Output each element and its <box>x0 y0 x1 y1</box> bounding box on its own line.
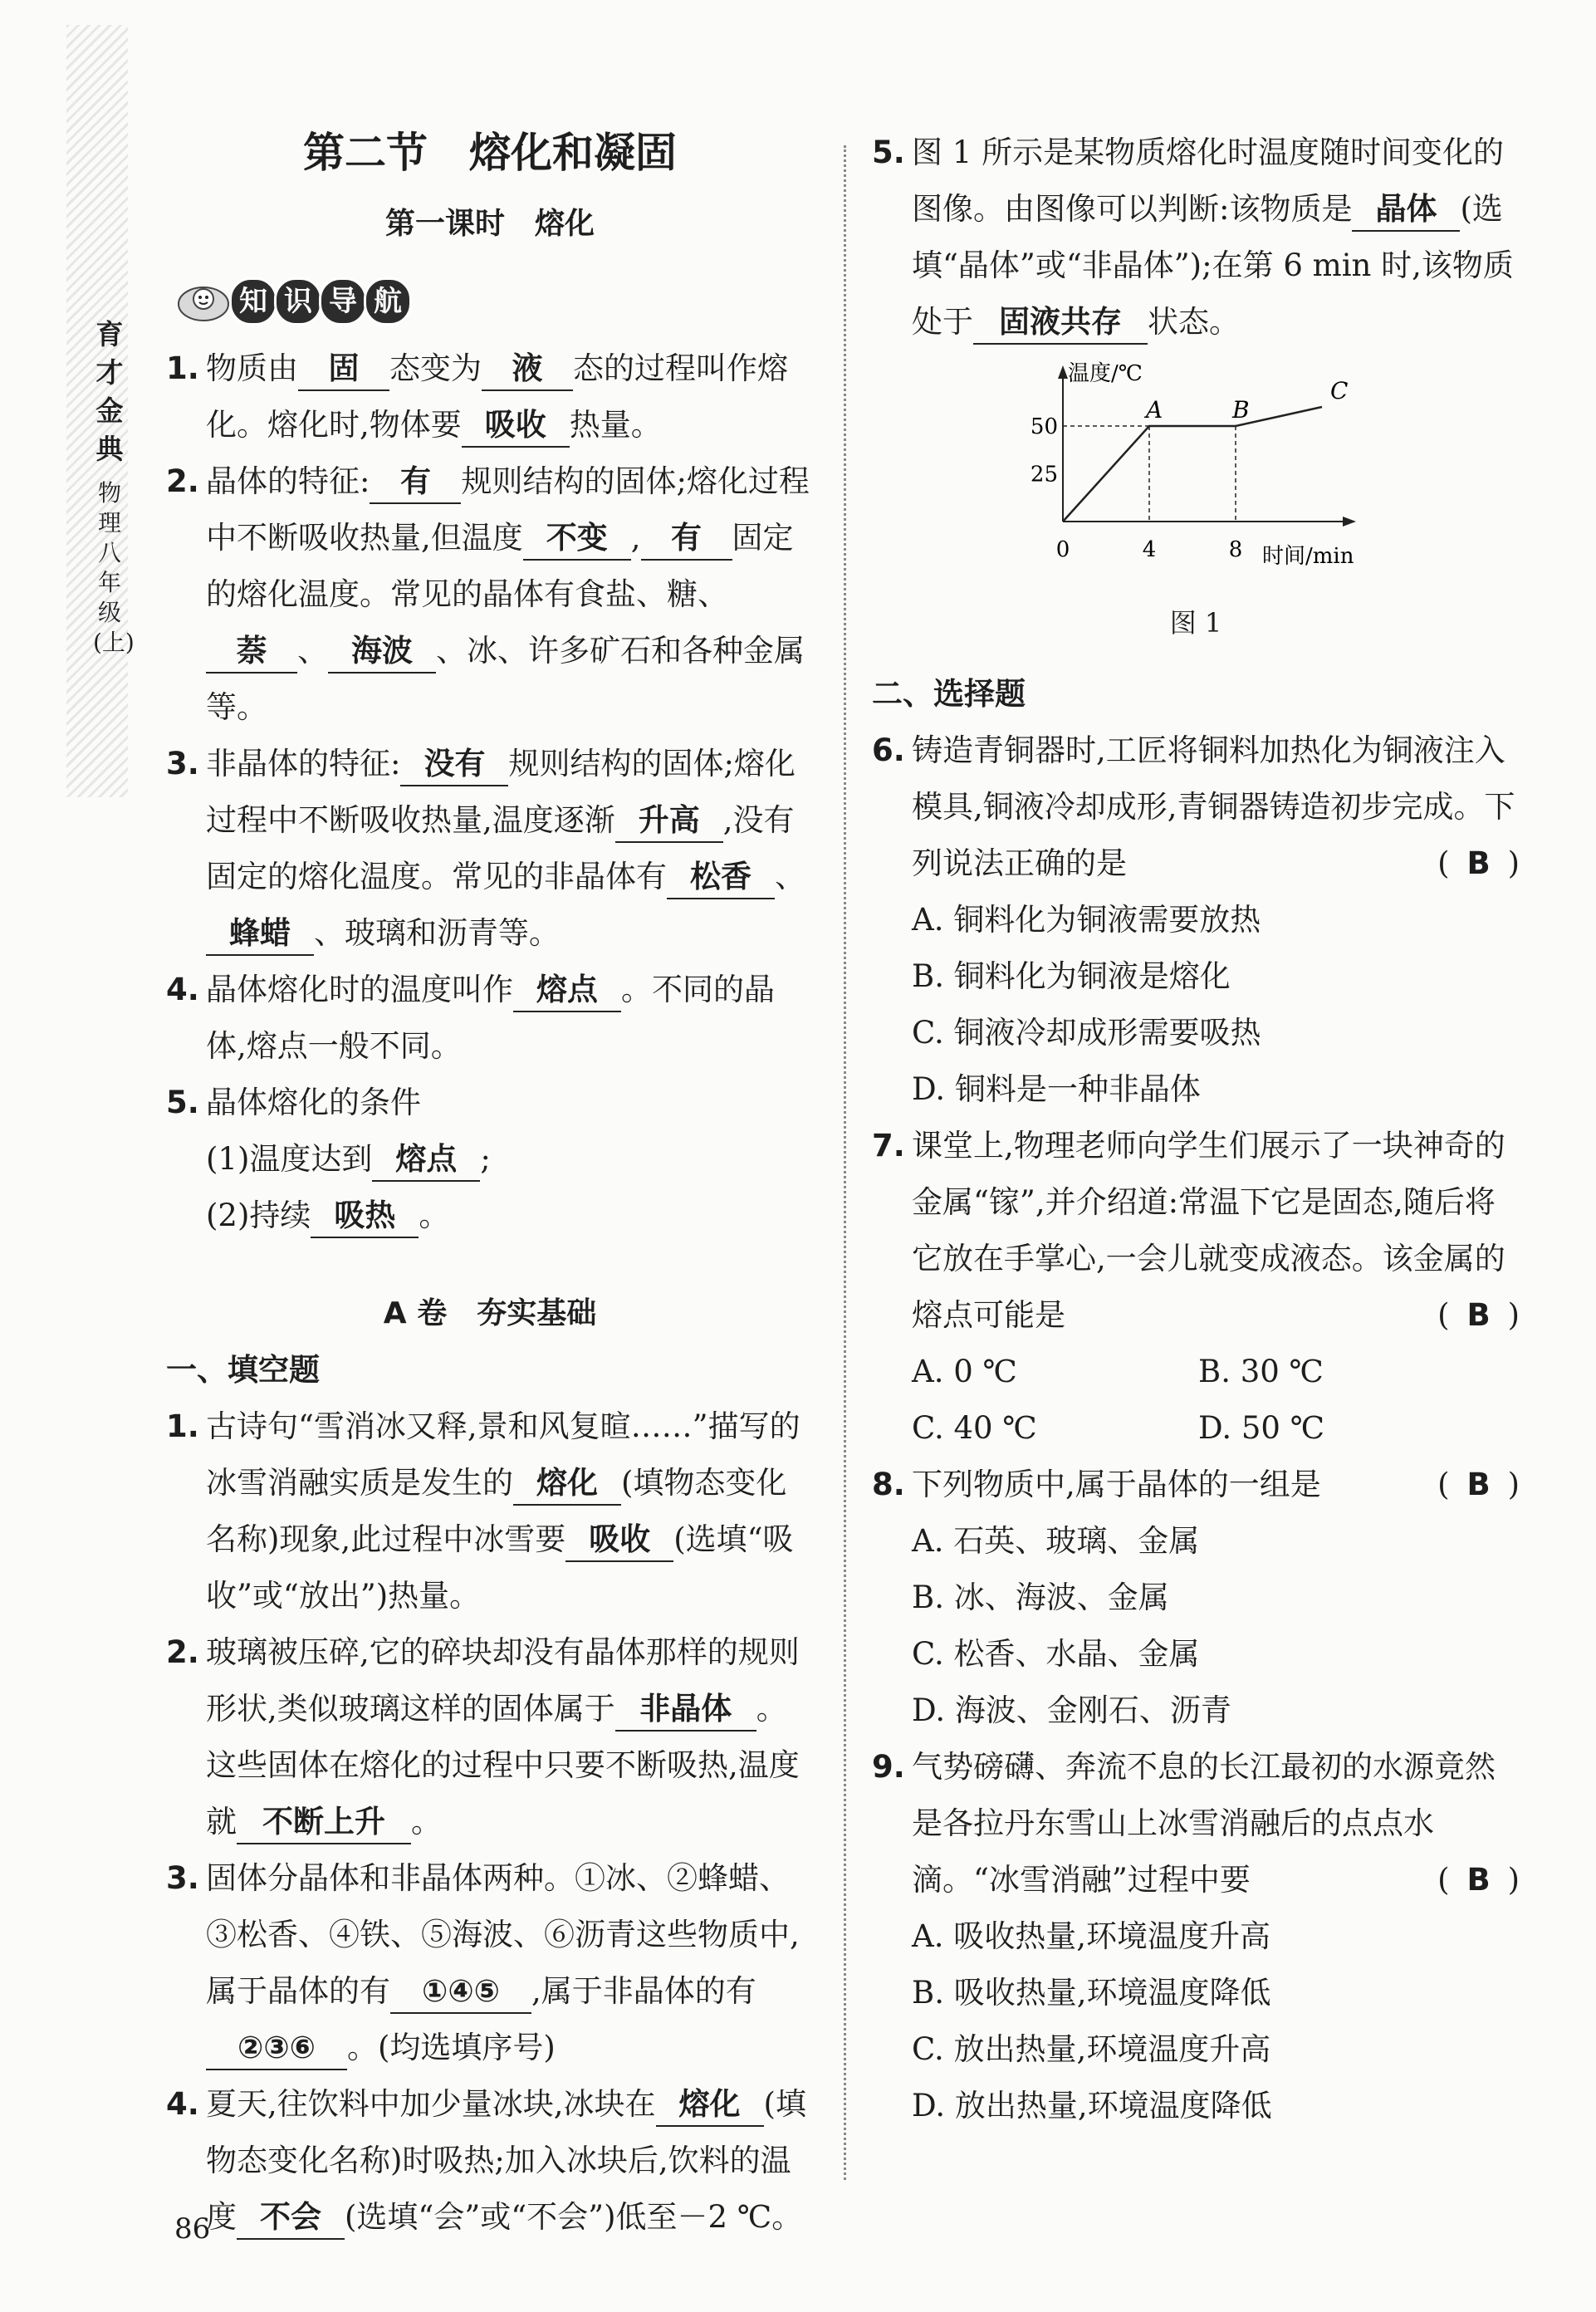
question-text: 固定的熔化温度。常见的晶体有食盐、糖、 <box>206 520 794 612</box>
question-item <box>166 340 814 453</box>
question-number: 8. <box>872 1467 905 1502</box>
option: C. 放出热量,环境温度升高 <box>912 2031 1271 2067</box>
question-number: 4. <box>166 2086 199 2122</box>
option: D. 海波、金刚石、沥青 <box>912 1692 1231 1728</box>
option: B. 冰、海波、金属 <box>912 1580 1169 1615</box>
question-text: 物质由 <box>206 350 298 386</box>
badge-char: 知 <box>229 277 277 326</box>
figure-caption: 图 1 <box>1169 607 1222 639</box>
question-text: 规则结构的固体;熔化过程中不断吸收热量,但温度 <box>206 463 810 556</box>
question-text: 晶体的特征: <box>206 463 370 499</box>
question-item <box>166 453 814 736</box>
answer-blank: 固 <box>298 348 389 391</box>
question-number: 1. <box>166 350 199 386</box>
question-text: 态的过程叫作熔化。熔化时,物体要 <box>206 350 788 443</box>
answer-bracket <box>1437 1457 1520 1513</box>
bracket-close: ) <box>1507 1467 1520 1502</box>
question-text: ,属于非晶体的有 <box>531 1973 756 2009</box>
bracket-open: ( <box>1437 1467 1450 1502</box>
badge-text <box>233 277 412 326</box>
badge-char: 导 <box>319 277 367 326</box>
bracket-close: ) <box>1507 1297 1520 1333</box>
option: B. 吸收热量,环境温度降低 <box>912 1975 1271 2011</box>
y-tick-label: 50 <box>1030 414 1058 439</box>
answer-blank: 吸收 <box>462 404 570 448</box>
question-number: 3. <box>166 1860 199 1896</box>
question-item <box>872 125 1520 350</box>
answer-blank: 萘 <box>206 630 297 674</box>
answer-blank: 晶体 <box>1352 189 1460 232</box>
answer-blank: 升高 <box>615 800 723 843</box>
answer-blank: 没有 <box>400 743 508 786</box>
question-item <box>166 2076 814 2246</box>
question-text: ; <box>480 1141 491 1177</box>
question-text: (选填“会”或“不会”)低至－2 ℃。 <box>345 2199 803 2235</box>
question-text: 夏天,往饮料中加少量冰块,冰块在 <box>206 2086 656 2122</box>
fill-question-list <box>166 1398 814 2246</box>
question-text: 固体分晶体和非晶体两种。①冰、②蜂蜡、③松香、④铁、⑤海波、⑥沥青这些物质中,属于晶体的有 <box>206 1860 800 2009</box>
question-text: 晶体熔化时的温度叫作 <box>206 972 513 1007</box>
option: C. 松香、水晶、金属 <box>912 1636 1200 1672</box>
question-text: (2)持续 <box>206 1198 311 1233</box>
answer-blank: 熔化 <box>513 1462 621 1506</box>
question-number: 5. <box>872 135 905 170</box>
question-item <box>166 1188 814 1244</box>
point-label: A <box>1146 396 1163 424</box>
point-label: B <box>1232 396 1250 424</box>
question-number: 5. <box>166 1085 199 1120</box>
answer-blank: 固液共存 <box>973 301 1148 345</box>
answer-letter: B <box>1466 845 1491 881</box>
column-divider <box>844 145 846 2180</box>
question-number: 4. <box>166 972 199 1007</box>
question-text: 规则结构的固体;熔化过程中不断吸收热量,温度逐渐 <box>206 746 796 838</box>
question-item <box>166 1131 814 1188</box>
question-text: 、 <box>775 859 805 894</box>
answer-blank: 不变 <box>523 517 631 561</box>
question-text: 。这些固体在熔化的过程中只要不断吸热,温度就 <box>206 1691 800 1839</box>
answer-blank: 吸热 <box>311 1195 419 1238</box>
section-title: 第二节 熔化和凝固 <box>303 129 677 177</box>
temperature-line <box>1063 407 1322 522</box>
lesson-subtitle: 第一课时 熔化 <box>384 207 595 241</box>
question-text: 、冰、许多矿石和各种金属等。 <box>206 633 805 725</box>
option: D. 放出热量,环境温度降低 <box>912 2088 1272 2123</box>
question-text: 。 <box>411 1804 442 1839</box>
answer-blank: 蜂蜡 <box>206 913 314 956</box>
question-text: 图 1 所示是某物质熔化时温度随时间变化的图像。由图像可以判断:该物质是 <box>912 135 1505 227</box>
bracket-close: ) <box>1507 1862 1520 1898</box>
answer-letter: B <box>1466 1467 1491 1502</box>
knowledge-nav-badge <box>174 277 814 326</box>
answer-letter: B <box>1466 1297 1491 1333</box>
option-row <box>872 1400 1520 1457</box>
fill-blank-heading: 一、填空题 <box>166 1352 320 1388</box>
choice-heading: 二、选择题 <box>872 676 1026 712</box>
option: B. 30 ℃ <box>1198 1354 1324 1389</box>
question-text: (选填“吸收”或“放出”)热量。 <box>206 1521 794 1614</box>
question-item <box>166 1398 814 1624</box>
question-text: , <box>630 520 641 556</box>
question-text: 。(均选填序号) <box>347 2030 556 2065</box>
answer-letter: B <box>1466 1862 1491 1898</box>
choice-question <box>872 1118 1520 1344</box>
section-a-heading: A 卷 夯实基础 <box>383 1296 597 1330</box>
question-number: 9. <box>872 1749 905 1785</box>
option: A. 吸收热量,环境温度升高 <box>912 1918 1271 1954</box>
x-tick-label: 8 <box>1228 537 1243 562</box>
y-axis-arrow <box>1058 365 1068 379</box>
option: B. 铜料化为铜液是熔化 <box>912 958 1231 994</box>
bracket-open: ( <box>1437 845 1450 881</box>
question-text: 、 <box>297 633 328 669</box>
question-number: 2. <box>166 463 199 499</box>
x-axis-label: 时间/min <box>1262 544 1354 569</box>
question-stem: 下列物质中,属于晶体的一组是 <box>912 1467 1321 1502</box>
right-column <box>872 125 1520 2134</box>
y-tick-label: 25 <box>1030 462 1058 487</box>
option: A. 石英、玻璃、金属 <box>912 1523 1200 1559</box>
y-axis-label: 温度/℃ <box>1068 361 1143 386</box>
answer-blank: 有 <box>370 461 461 504</box>
choice-question <box>872 1739 1520 1908</box>
answer-blank: 有 <box>641 517 732 561</box>
condition-list <box>166 1131 814 1244</box>
question-text: (1)温度达到 <box>206 1141 373 1177</box>
bracket-open: ( <box>1437 1862 1450 1898</box>
question-text: (填物态变化名称)现象,此过程中冰雪要 <box>206 1465 787 1557</box>
question-item <box>166 962 814 1075</box>
answer-blank: 液 <box>482 348 573 391</box>
x-tick-label: 0 <box>1055 537 1070 562</box>
choice-question <box>872 722 1520 892</box>
option: C. 40 ℃ <box>912 1410 1037 1446</box>
question-number: 7. <box>872 1128 905 1163</box>
answer-blank: 不断上升 <box>237 1801 411 1844</box>
question-item <box>166 1624 814 1850</box>
question-stem: 课堂上,物理老师向学生们展示了一块神奇的金属“镓”,并介绍道:常温下它是固态,随后将它放在手掌心,一会儿就变成液态。该金属的熔点可能是 <box>912 1128 1505 1333</box>
answer-blank: 不会 <box>237 2197 345 2240</box>
question-text: 非晶体的特征: <box>206 746 401 781</box>
question-number: 3. <box>166 746 199 781</box>
answer-blank: ①④⑤ <box>390 1971 531 2014</box>
question-text: (填物态变化名称)时吸热;加入冰块后,饮料的温度 <box>206 2086 806 2235</box>
subject-label: 物理 八年级(上) <box>93 479 135 656</box>
option: D. 50 ℃ <box>1198 1410 1325 1446</box>
answer-blank: 松香 <box>667 856 775 899</box>
question-number: 6. <box>872 732 905 768</box>
bracket-close: ) <box>1507 845 1520 881</box>
answer-blank: 熔点 <box>372 1139 480 1182</box>
option: A. 0 ℃ <box>912 1354 1017 1389</box>
option: C. 铜液冷却成形需要吸热 <box>912 1015 1261 1051</box>
answer-bracket <box>1437 1852 1520 1908</box>
question-item <box>166 736 814 962</box>
choice-question <box>872 1457 1520 1513</box>
answer-bracket <box>1437 835 1520 892</box>
fill-question-list-continued <box>872 125 1520 350</box>
cartoon-icon <box>174 279 233 324</box>
question-text: 玻璃被压碎,它的碎块却没有晶体那样的规则形状,类似玻璃这样的固体属于 <box>206 1634 800 1727</box>
answer-blank: 吸收 <box>565 1519 673 1562</box>
question-number: 2. <box>166 1634 199 1670</box>
badge-char: 航 <box>364 277 412 326</box>
choice-question-list <box>872 722 1520 2134</box>
page-number: 86 <box>174 2212 211 2246</box>
question-text: 状态。 <box>1148 304 1240 340</box>
answer-blank: ②③⑥ <box>206 2027 347 2070</box>
question-text: ,没有固定的熔化温度。常见的非晶体有 <box>206 802 795 894</box>
series-label: 育才金典 <box>95 318 124 465</box>
melting-graph <box>1013 355 1362 580</box>
question-text: 热量。 <box>569 407 662 443</box>
question-text: 。不同的晶体,熔点一般不同。 <box>206 972 775 1064</box>
option: A. 铜料化为铜液需要放热 <box>912 902 1261 938</box>
answer-blank: 非晶体 <box>615 1688 756 1732</box>
question-number: 1. <box>166 1408 199 1444</box>
option-row <box>872 1344 1520 1400</box>
question-text: 、玻璃和沥青等。 <box>314 915 560 951</box>
answer-blank: 海波 <box>328 630 436 674</box>
answer-blank: 熔化 <box>656 2084 764 2127</box>
x-axis-arrow <box>1343 517 1356 527</box>
question-item <box>166 1075 814 1131</box>
answer-blank: 熔点 <box>513 969 621 1012</box>
badge-char: 识 <box>274 277 322 326</box>
bracket-open: ( <box>1437 1297 1450 1333</box>
question-text: 晶体熔化的条件 <box>206 1085 421 1120</box>
question-text: 古诗句“雪消冰又释,景和风复暄……”描写的冰雪消融实质是发生的 <box>206 1408 800 1501</box>
option: D. 铜料是一种非晶体 <box>912 1071 1201 1107</box>
question-item <box>166 1850 814 2076</box>
question-text: 。 <box>419 1198 450 1233</box>
left-column <box>166 125 814 2246</box>
question-text: (选填“晶体”或“非晶体”);在第 6 min 时,该物质处于 <box>912 191 1514 340</box>
x-tick-label: 4 <box>1142 537 1157 562</box>
knowledge-list <box>166 340 814 1131</box>
answer-bracket <box>1437 1287 1520 1344</box>
question-stem: 铸造青铜器时,工匠将铜料加热化为铜液注入模具,铜液冷却成形,青铜器铸造初步完成。下列说法正确的是 <box>912 732 1515 881</box>
question-text: 态变为 <box>389 350 482 386</box>
question-stem: 气势磅礴、奔流不息的长江最初的水源竟然是各拉丹东雪山上冰雪消融后的点点水滴。“冰雪消融”过程中要 <box>912 1749 1496 1898</box>
point-label: C <box>1330 377 1349 404</box>
